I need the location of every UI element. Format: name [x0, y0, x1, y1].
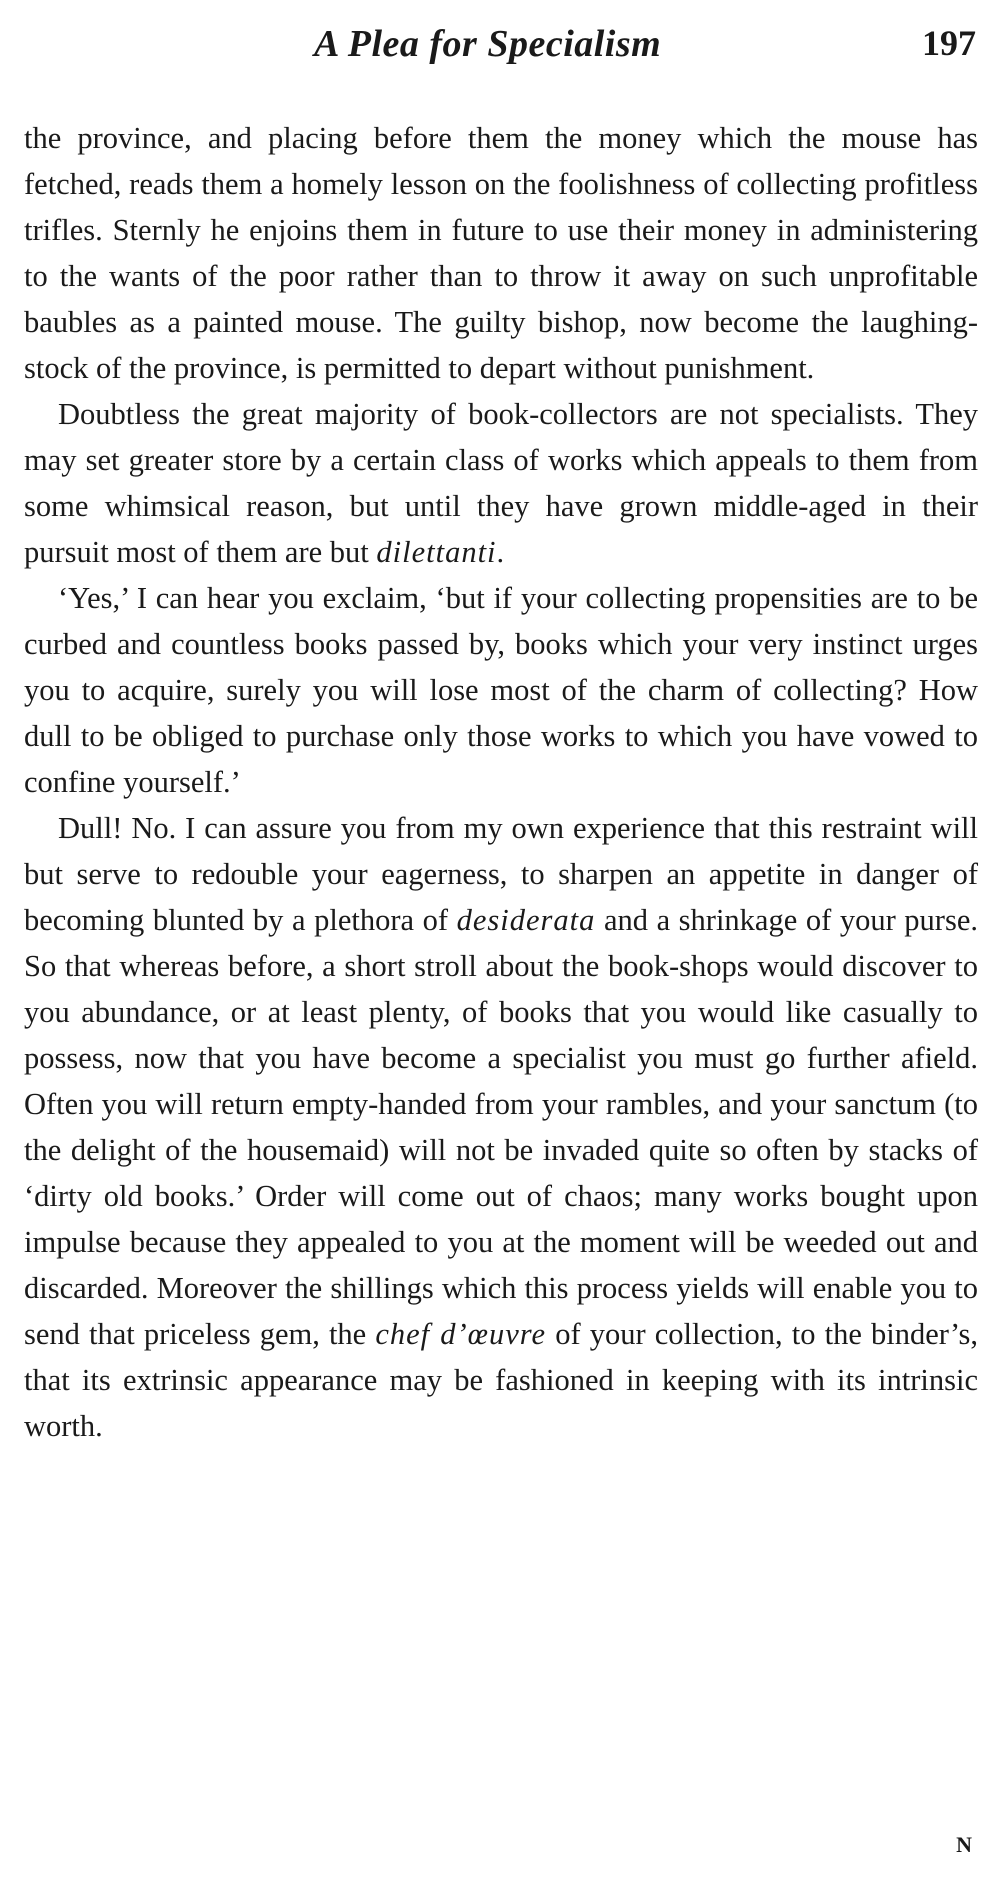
italic-dilettanti: dilettanti	[376, 535, 497, 569]
paragraph-3: ‘Yes,’ I can hear you exclaim, ‘but if your collecting propensities are to be curbed and countless books passed by, books which your very instinct urges you to acquire, surely you will lose most of the charm of collecting? How dull to be obliged to purchase only those works to which you have vowed to confine yourself.’	[24, 581, 978, 799]
paragraph-2-end: .	[496, 535, 505, 569]
italic-chef-doeuvre: chef d’œuvre	[375, 1317, 547, 1351]
paragraph-2	[24, 391, 978, 575]
body-text	[24, 115, 978, 1449]
running-head	[24, 18, 982, 78]
paragraph-4	[24, 805, 978, 1449]
paragraph-4-end: of your collection, to the binder’s, that its extrinsic appearance may be fashioned in keeping with its intrinsic worth.	[24, 1317, 978, 1443]
paragraph-2-text: Doubtless the great majority of book-collectors are not specialists. They may set greater store by a certain class of works which appeals to them from some whimsical reason, but until they have grown middle-aged in their pursuit most of them are but	[24, 397, 978, 569]
paragraph-4-text: Dull! No. I can assure you from my own experience that this restraint will but serve to redouble your eagerness, to sharpen an appetite in danger of becoming blunted by a plethora of	[24, 811, 978, 937]
paragraph-1: the province, and placing before them the money which the mouse has fetched, reads them a homely lesson on the foolishness of collecting profitless trifles. Sternly he enjoins them in future to use their money in administering to the wants of the poor rather than to throw it away on such unprofitable baubles as a painted mouse. The guilty bishop, now become the laughing-stock of the province, is permitted to depart without punishment.	[24, 121, 978, 385]
paragraph-4-middle: and a shrinkage of your purse. So that whereas before, a short stroll about the book-shops would discover to you abundance, or at least plenty, of books that you would like casually to possess, now that you have become a specialist you must go further afield. Often you will return empty-handed from your rambles, and your sanctum (to the delight of the housemaid) will not be invaded quite so often by stacks of ‘dirty old books.’ Order will come out of chaos; many works bought upon impulse because they appealed to you at the moment will be weeded out and discarded. Moreover the shillings which this process yields will enable you to send that priceless gem, the	[24, 903, 978, 1351]
italic-desiderata: desiderata	[456, 903, 596, 937]
signature-mark: N	[956, 1832, 972, 1857]
running-title: A Plea for Specialism	[314, 23, 662, 65]
page-number: 197	[922, 23, 976, 63]
